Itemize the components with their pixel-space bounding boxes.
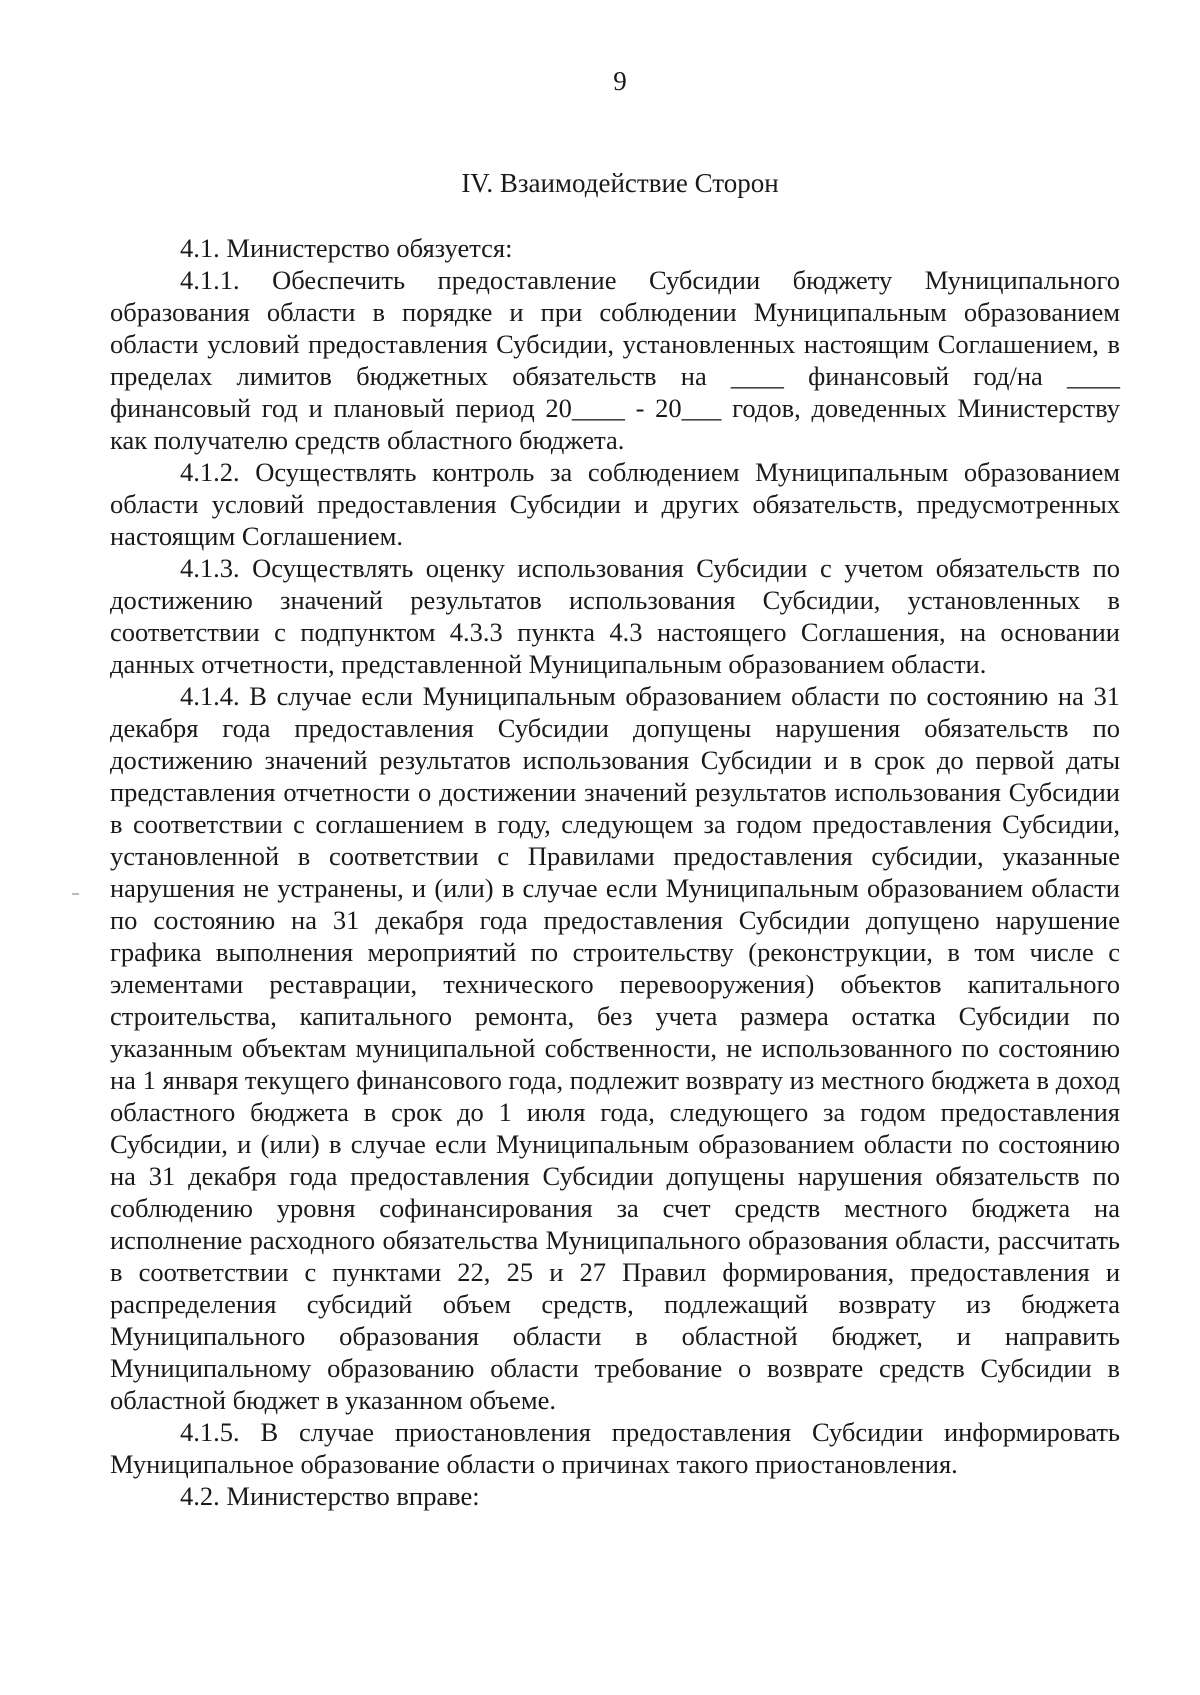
scan-artifact-mark [72,893,79,895]
paragraph-4-1-1: 4.1.1. Обеспечить предоставление Субсидии бюджету Муниципального образования области в порядке и при соблюдении Муниципальным образованием области условий предоставления Субсидии, установленных настоящим Соглашением, в пределах лимитов бюджетных обязательств на ____ финансовый год/на ____ финансовый год и плановый период 20____ - 20___ годов, доведенных Министерству как получателю средств областного бюджета. [110,265,1120,455]
paragraph-4-1-3: 4.1.3. Осуществлять оценку использования Субсидии с учетом обязательств по достижению значений результатов использования Субсидии, установленных в соответствии с подпунктом 4.3.3 пункта 4.3 настоящего Соглашения, на основании данных отчетности, представленной Муниципальным образованием области. [110,553,1120,679]
page-number: 9 [613,66,627,96]
section-title: IV. Взаимодействие Сторон [461,168,779,198]
paragraph-4-2: 4.2. Министерство вправе: [180,1481,480,1511]
paragraph-4-1-5: 4.1.5. В случае приостановления предоставления Субсидии информировать Муниципальное образование области о причинах такого приостановления. [110,1417,1120,1479]
paragraph-4-1: 4.1. Министерство обязуется: [180,233,513,263]
paragraph-4-1-2: 4.1.2. Осуществлять контроль за соблюдением Муниципальным образованием области условий предоставления Субсидии и других обязательств, предусмотренных настоящим Соглашением. [110,457,1120,551]
paragraph-4-1-4: 4.1.4. В случае если Муниципальным образованием области по состоянию на 31 декабря года предоставления Субсидии допущены нарушения обязательств по достижению значений результатов использования Субсидии и в срок до первой даты представления отчетности о достижении значений результатов использования Субсидии в соответствии с соглашением в году, следующем за годом предоставления Субсидии, установленной в соответствии с Правилами предоставления субсидии, указанные нарушения не устранены, и (или) в случае если Муниципальным образованием области по состоянию на 31 декабря года предоставления Субсидии допущено нарушение графика выполнения мероприятий по строительству (реконструкции, в том числе с элементами реставрации, технического перевооружения) объектов капитального строительства, капитального ремонта, без учета размера остатка Субсидии по указанным объектам муниципальной собственности, не использованного по состоянию на 1 января текущего финансового года, подлежит возврату из местного бюджета в доход областного бюджета в срок до 1 июля года, следующего за годом предоставления Субсидии, и (или) в случае если Муниципальным образованием области по состоянию на 31 декабря года предоставления Субсидии допущены нарушения обязательств по соблюдению уровня софинансирования за счет средств местного бюджета на исполнение расходного обязательства Муниципального образования области, рассчитать в соответствии с пунктами 22, 25 и 27 Правил формирования, предоставления и распределения субсидий объем средств, подлежащий возврату из бюджета Муниципального образования области в областной бюджет, и направить Муниципальному образованию области требование о возврате средств Субсидии в областной бюджет в указанном объеме. [110,681,1120,1415]
document-body [110,232,1120,1512]
